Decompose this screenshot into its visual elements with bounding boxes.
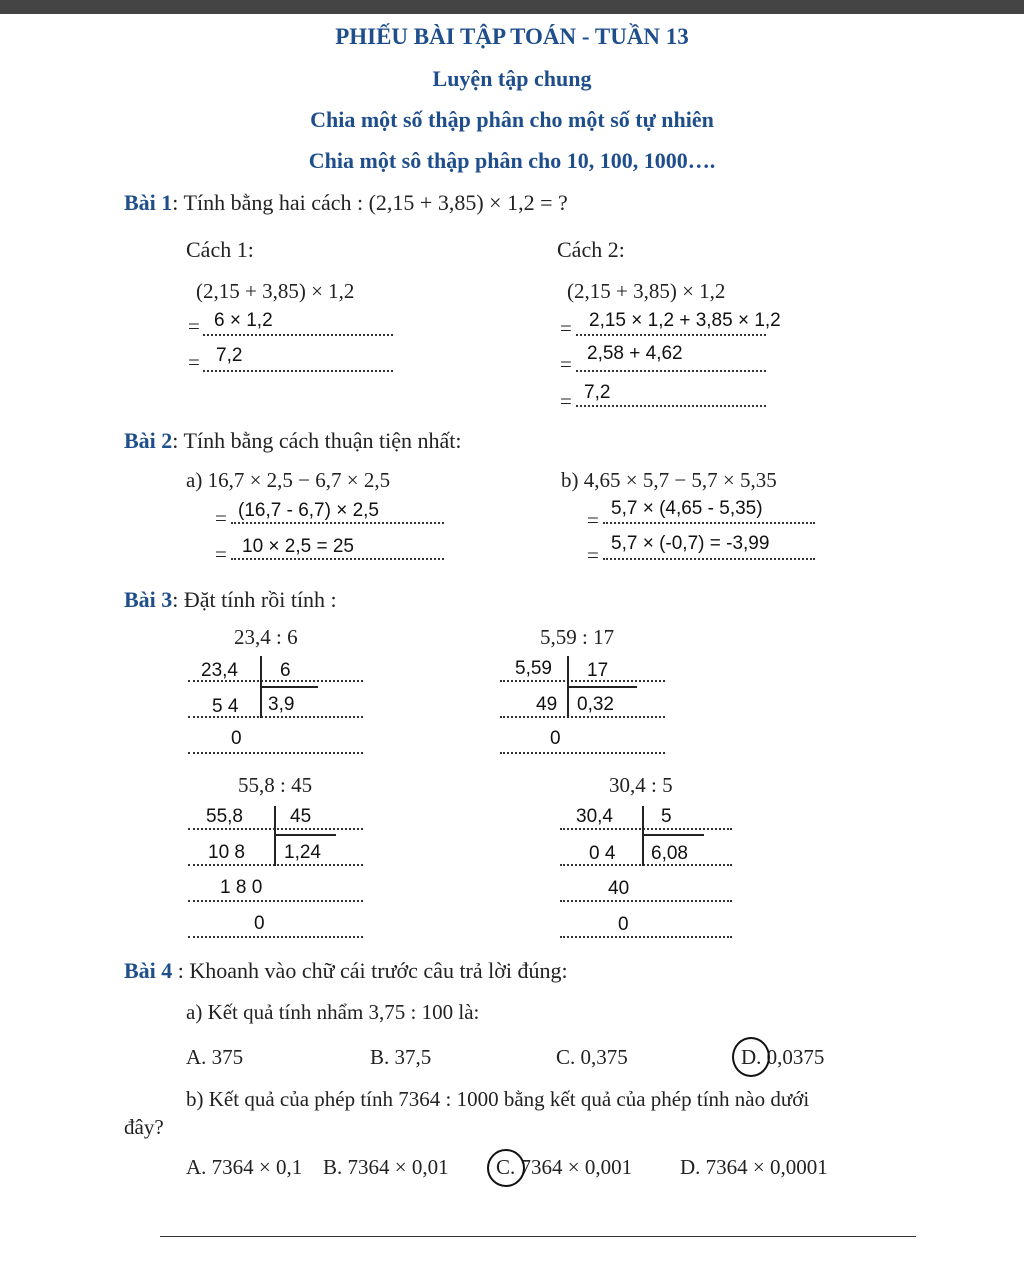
bai3-label: Bài 3 (124, 587, 173, 612)
answer-line (576, 405, 766, 407)
answer-line (203, 334, 393, 336)
subtitle-3: Chia một sô thập phân cho 10, 100, 1000…. (308, 148, 716, 173)
divisor: 5 (661, 806, 672, 827)
remainder-step: 1 8 0 (220, 877, 263, 898)
bai1-heading (124, 190, 568, 216)
option-a[interactable]: A. 375 (186, 1045, 244, 1069)
bai3-text: : Đặt tính rồi tính : (172, 587, 337, 612)
option-c[interactable]: C. 7364 × 0,001 (496, 1155, 633, 1179)
footer-divider (160, 1236, 916, 1237)
bai1-label: Bài 1 (124, 190, 173, 215)
option-b[interactable]: B. 37,5 (370, 1045, 432, 1069)
bai2b-expression: b) 4,65 × 5,7 − 5,7 × 5,35 (561, 468, 777, 492)
remainder-step: 0 (231, 728, 242, 749)
bai2a-expression: a) 16,7 × 2,5 − 6,7 × 2,5 (186, 468, 391, 492)
cach1-title: Cách 1: (186, 237, 254, 262)
cach2-title: Cách 2: (557, 237, 625, 262)
bai2-text: : Tính bằng cách thuận tiện nhất: (172, 428, 462, 453)
remainder-step: 0 (550, 728, 561, 749)
answer-line (188, 900, 363, 902)
answer-line (188, 936, 363, 938)
cach2-step-3: 7,2 (584, 382, 611, 403)
answer-line (203, 370, 393, 372)
division-bar (567, 686, 637, 688)
quotient: 0,32 (577, 694, 614, 715)
remainder-step: 5 4 (212, 696, 239, 717)
answer-line (231, 522, 444, 524)
answer-line (560, 864, 732, 866)
bai1-text: : Tính bằng hai cách : (2,15 + 3,85) × 1,2 = ? (172, 190, 568, 215)
equals-sign: = (560, 316, 572, 340)
equals-sign: = (215, 506, 227, 530)
cach1-expression: (2,15 + 3,85) × 1,2 (196, 279, 355, 303)
bai2a-step-2: 10 × 2,5 = 25 (242, 536, 354, 557)
answer-line (603, 558, 815, 560)
answer-line (500, 680, 665, 682)
division-expression: 5,59 : 17 (540, 625, 615, 649)
division-bar (274, 806, 276, 866)
division-bar (260, 686, 318, 688)
dividend: 23,4 (201, 660, 238, 681)
equals-sign: = (188, 350, 200, 374)
remainder-step: 10 8 (208, 842, 245, 863)
equals-sign: = (560, 389, 572, 413)
quotient: 1,24 (284, 842, 321, 863)
bai2b-step-2: 5,7 × (-0,7) = -3,99 (611, 533, 770, 554)
quotient: 6,08 (651, 843, 688, 864)
divisor: 45 (290, 806, 312, 827)
answer-line (576, 370, 766, 372)
equals-sign: = (188, 314, 200, 338)
selected-answer-circle (732, 1037, 770, 1077)
cach2-expression: (2,15 + 3,85) × 1,2 (567, 279, 726, 303)
division-bar (642, 834, 704, 836)
cach2-step-1: 2,15 × 1,2 + 3,85 × 1,2 (589, 310, 781, 331)
answer-line (560, 900, 732, 902)
bai2-label: Bài 2 (124, 428, 173, 453)
division-bar (642, 806, 644, 866)
option-b[interactable]: B. 7364 × 0,01 (323, 1155, 449, 1179)
cach1-step-2: 7,2 (216, 345, 243, 366)
subtitle-1: Luyện tập chung (432, 66, 592, 91)
equals-sign: = (215, 542, 227, 566)
remainder-step: 0 4 (589, 843, 616, 864)
bai4b-question: b) Kết quả của phép tính 7364 : 1000 bằng kết quả của phép tính nào dưới (186, 1087, 810, 1111)
equals-sign: = (587, 508, 599, 532)
equals-sign: = (560, 352, 572, 376)
answer-line (560, 936, 732, 938)
answer-line (188, 752, 363, 754)
equals-sign: = (587, 543, 599, 567)
division-expression: 23,4 : 6 (234, 625, 298, 649)
worksheet-title: PHIẾU BÀI TẬP TOÁN - TUẦN 13 (335, 24, 689, 49)
answer-line (560, 828, 732, 830)
option-d[interactable]: D. 7364 × 0,0001 (680, 1155, 828, 1179)
cach2-step-2: 2,58 + 4,62 (587, 343, 683, 364)
window-top-bar (0, 0, 1024, 14)
dividend: 55,8 (206, 806, 243, 827)
remainder-step: 0 (254, 913, 265, 934)
selected-answer-circle (487, 1149, 525, 1187)
answer-line (231, 558, 444, 560)
dividend: 30,4 (576, 806, 613, 827)
bai2-heading (124, 428, 461, 454)
division-expression: 30,4 : 5 (609, 773, 673, 797)
remainder-step: 0 (618, 914, 629, 935)
dividend: 5,59 (515, 658, 552, 679)
bai3-heading (124, 587, 337, 613)
divisor: 6 (280, 660, 291, 681)
option-c[interactable]: C. 0,375 (556, 1045, 628, 1069)
option-d[interactable]: D. 0,0375 (741, 1045, 825, 1069)
remainder-step: 49 (536, 694, 558, 715)
answer-line (576, 334, 766, 336)
bai2b-step-1: 5,7 × (4,65 - 5,35) (611, 498, 763, 519)
cach1-step-1: 6 × 1,2 (214, 310, 273, 331)
bai4a-question: a) Kết quả tính nhẩm 3,75 : 100 là: (186, 1000, 480, 1024)
divisor: 17 (587, 660, 609, 681)
division-bar (274, 834, 336, 836)
option-a[interactable]: A. 7364 × 0,1 (186, 1155, 303, 1179)
remainder-step: 40 (608, 878, 630, 899)
division-expression: 55,8 : 45 (238, 773, 313, 797)
quotient: 3,9 (268, 694, 295, 715)
answer-line (500, 716, 665, 718)
bai4b-question-continued: đây? (124, 1115, 164, 1139)
bai2a-step-1: (16,7 - 6,7) × 2,5 (238, 500, 379, 521)
bai4-heading (124, 958, 568, 984)
answer-line (500, 752, 665, 754)
bai4-label: Bài 4 (124, 958, 173, 983)
bai4-text: : Khoanh vào chữ cái trước câu trả lời đúng: (172, 958, 568, 983)
subtitle-2: Chia một số thập phân cho một số tự nhiên (310, 107, 714, 132)
answer-line (603, 522, 815, 524)
